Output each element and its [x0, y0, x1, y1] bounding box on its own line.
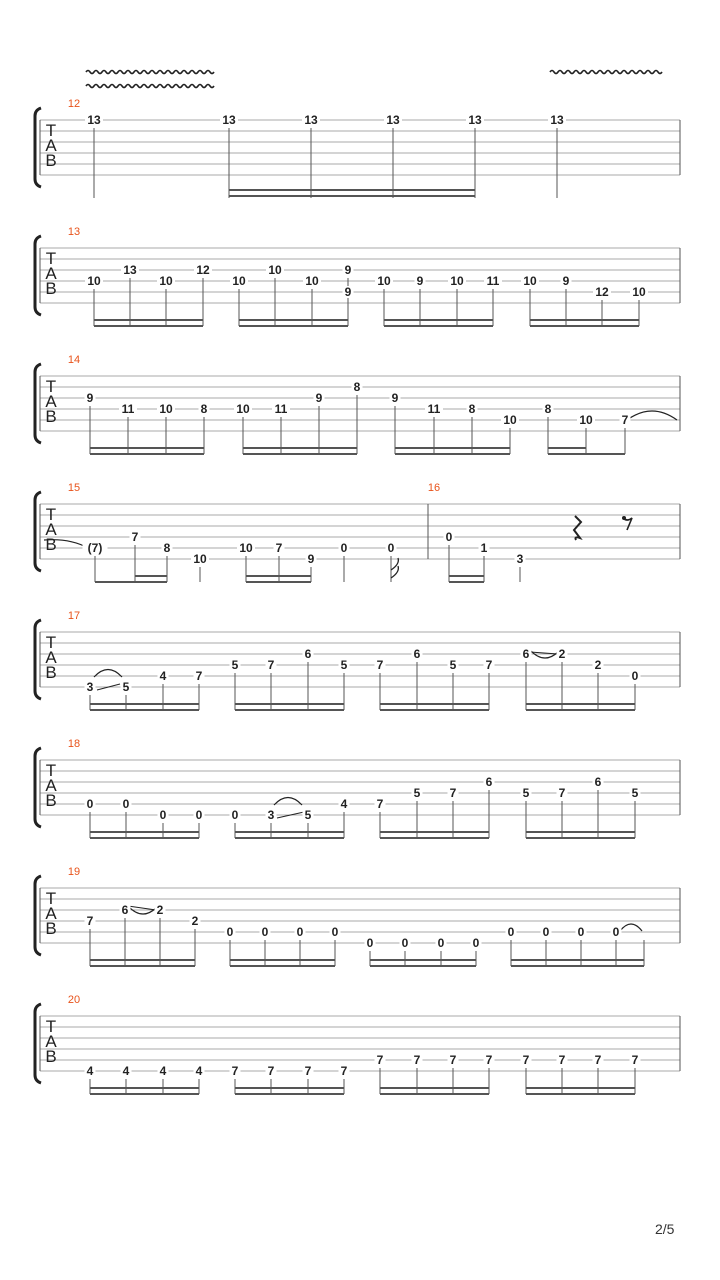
note-flag [391, 558, 398, 578]
fret-number: 11 [427, 402, 441, 416]
fret-number: 11 [274, 402, 288, 416]
fret-number: 13 [386, 113, 400, 127]
tab-clef-letter: A [45, 904, 57, 923]
fret-number: 1 [480, 541, 488, 555]
fret-number: 0 [86, 797, 94, 811]
fret-number: 10 [377, 274, 391, 288]
vibrato-mark [86, 85, 214, 88]
tab-clef-letter: T [45, 121, 57, 140]
fret-number: 0 [340, 541, 348, 555]
tab-clef-letter: B [45, 663, 57, 682]
tab-clef-letter: T [45, 633, 57, 652]
measure-number: 18 [67, 738, 81, 750]
fret-number: 13 [468, 113, 482, 127]
fret-number: 5 [122, 680, 130, 694]
fret-number: 7 [131, 530, 139, 544]
fret-number: 7 [304, 1064, 312, 1078]
fret-number: 13 [222, 113, 236, 127]
fret-number: 0 [387, 541, 395, 555]
tab-system [35, 226, 680, 326]
fret-number: 7 [449, 1053, 457, 1067]
tab-clef-letter: A [45, 520, 57, 539]
fret-number: 6 [413, 647, 421, 661]
fret-number: 3 [516, 552, 524, 566]
fret-number: 7 [376, 797, 384, 811]
fret-number: 8 [200, 402, 208, 416]
tab-system [35, 738, 680, 838]
quarter-rest [574, 516, 581, 540]
tab-clef-letter: T [45, 505, 57, 524]
fret-number: 12 [595, 285, 609, 299]
fret-number: 10 [239, 541, 253, 555]
fret-number: 10 [523, 274, 537, 288]
tab-clef-letter: A [45, 264, 57, 283]
tab-clef-letter: B [45, 791, 57, 810]
fret-number: 2 [594, 658, 602, 672]
tab-clef-letter: T [45, 1017, 57, 1036]
vibrato-mark [86, 71, 214, 74]
fret-number: 0 [231, 808, 239, 822]
fret-number: 7 [631, 1053, 639, 1067]
fret-number: 4 [122, 1064, 130, 1078]
fret-number: 3 [267, 808, 275, 822]
fret-number: 8 [544, 402, 552, 416]
fret-number: 6 [485, 775, 493, 789]
tab-system [35, 98, 680, 198]
fret-number: 9 [391, 391, 399, 405]
tab-clef-letter: B [45, 535, 57, 554]
tie-arc [620, 924, 642, 931]
fret-number: 7 [558, 1053, 566, 1067]
fret-number: 7 [86, 914, 94, 928]
fret-number: 13 [87, 113, 101, 127]
fret-number: 0 [401, 936, 409, 950]
tie-arc [627, 411, 677, 420]
fret-number: 0 [195, 808, 203, 822]
fret-number: 10 [159, 274, 173, 288]
fret-number: 0 [631, 669, 639, 683]
fret-number: 7 [376, 658, 384, 672]
fret-number: 6 [121, 903, 129, 917]
measure-number: 12 [67, 98, 81, 110]
fret-number: 7 [275, 541, 283, 555]
fret-number: 7 [413, 1053, 421, 1067]
fret-number: 7 [195, 669, 203, 683]
fret-number: 0 [159, 808, 167, 822]
fret-number: 7 [376, 1053, 384, 1067]
fret-number: 11 [486, 274, 500, 288]
fret-number: 0 [122, 797, 130, 811]
fret-number: 7 [558, 786, 566, 800]
fret-number: 4 [340, 797, 348, 811]
tab-system [35, 866, 680, 966]
fret-number: 3 [86, 680, 94, 694]
fret-number: 10 [305, 274, 319, 288]
fret-number: 5 [522, 786, 530, 800]
fret-number: 7 [231, 1064, 239, 1078]
fret-number: 0 [366, 936, 374, 950]
fret-number: 7 [340, 1064, 348, 1078]
fret-number: 11 [121, 402, 135, 416]
fret-number: 0 [445, 530, 453, 544]
measure-number: 20 [67, 994, 81, 1006]
fret-number: 10 [268, 263, 282, 277]
fret-number: 4 [159, 669, 167, 683]
fret-number: 0 [577, 925, 585, 939]
fret-number: 13 [304, 113, 318, 127]
measure-number: 19 [67, 866, 81, 878]
fret-number: 7 [267, 1064, 275, 1078]
fret-number: 0 [331, 925, 339, 939]
fret-number: 4 [86, 1064, 94, 1078]
fret-number: 5 [449, 658, 457, 672]
fret-number: 0 [472, 936, 480, 950]
tab-clef-letter: B [45, 279, 57, 298]
fret-number: 7 [522, 1053, 530, 1067]
fret-number: 9 [416, 274, 424, 288]
eighth-rest-dot [622, 516, 626, 520]
fret-number: 0 [612, 925, 620, 939]
fret-number: 10 [232, 274, 246, 288]
fret-number: 0 [542, 925, 550, 939]
fret-number: 10 [632, 285, 646, 299]
fret-number: 7 [449, 786, 457, 800]
tab-clef-letter: T [45, 249, 57, 268]
tab-system [35, 354, 680, 454]
fret-number: 8 [353, 380, 361, 394]
fret-number: 9 [307, 552, 315, 566]
fret-number: 9 [344, 285, 352, 299]
tab-clef-letter: A [45, 776, 57, 795]
fret-number: 6 [594, 775, 602, 789]
fret-number: 8 [163, 541, 171, 555]
fret-number: 0 [507, 925, 515, 939]
tab-clef-letter: A [45, 648, 57, 667]
tab-system [35, 994, 680, 1094]
fret-number: 4 [195, 1064, 203, 1078]
fret-number: 5 [631, 786, 639, 800]
tab-clef-letter: B [45, 407, 57, 426]
fret-number: 2 [191, 914, 199, 928]
tab-clef-letter: B [45, 919, 57, 938]
fret-number: 2 [156, 903, 164, 917]
tab-clef-letter: T [45, 377, 57, 396]
fret-number: 7 [485, 658, 493, 672]
fret-number: 5 [340, 658, 348, 672]
fret-number: 0 [437, 936, 445, 950]
fret-number: 4 [159, 1064, 167, 1078]
tab-clef-letter: A [45, 136, 57, 155]
fret-number: 2 [558, 647, 566, 661]
fret-number: (7) [87, 541, 103, 555]
fret-number: 7 [594, 1053, 602, 1067]
fret-number: 10 [159, 402, 173, 416]
page-number: 2/5 [655, 1221, 675, 1237]
fret-number: 5 [304, 808, 312, 822]
measure-number: 13 [67, 226, 81, 238]
fret-number: 10 [87, 274, 101, 288]
tab-clef-letter: B [45, 151, 57, 170]
fret-number: 9 [562, 274, 570, 288]
fret-number: 5 [231, 658, 239, 672]
tab-clef-letter: A [45, 392, 57, 411]
fret-number: 7 [485, 1053, 493, 1067]
fret-number: 12 [196, 263, 210, 277]
measure-number: 16 [427, 482, 441, 494]
tab-clef-letter: T [45, 761, 57, 780]
fret-number: 7 [621, 413, 629, 427]
fret-number: 0 [296, 925, 304, 939]
fret-number: 10 [193, 552, 207, 566]
measure-number: 14 [67, 354, 81, 366]
fret-number: 10 [503, 413, 517, 427]
fret-number: 0 [261, 925, 269, 939]
tab-clef-letter: A [45, 1032, 57, 1051]
vibrato-mark [550, 71, 662, 74]
fret-number: 10 [579, 413, 593, 427]
fret-number: 6 [304, 647, 312, 661]
fret-number: 13 [123, 263, 137, 277]
fret-number: 10 [236, 402, 250, 416]
fret-number: 9 [344, 263, 352, 277]
tab-system [35, 610, 680, 710]
measure-number: 17 [67, 610, 81, 622]
fret-number: 6 [522, 647, 530, 661]
fret-number: 5 [413, 786, 421, 800]
measure-number: 15 [67, 482, 81, 494]
tab-system [35, 482, 680, 582]
fret-number: 7 [267, 658, 275, 672]
fret-number: 10 [450, 274, 464, 288]
tab-clef-letter: T [45, 889, 57, 908]
fret-number: 9 [315, 391, 323, 405]
fret-number: 0 [226, 925, 234, 939]
fret-number: 13 [550, 113, 564, 127]
tab-clef-letter: B [45, 1047, 57, 1066]
fret-number: 9 [86, 391, 94, 405]
fret-number: 8 [468, 402, 476, 416]
